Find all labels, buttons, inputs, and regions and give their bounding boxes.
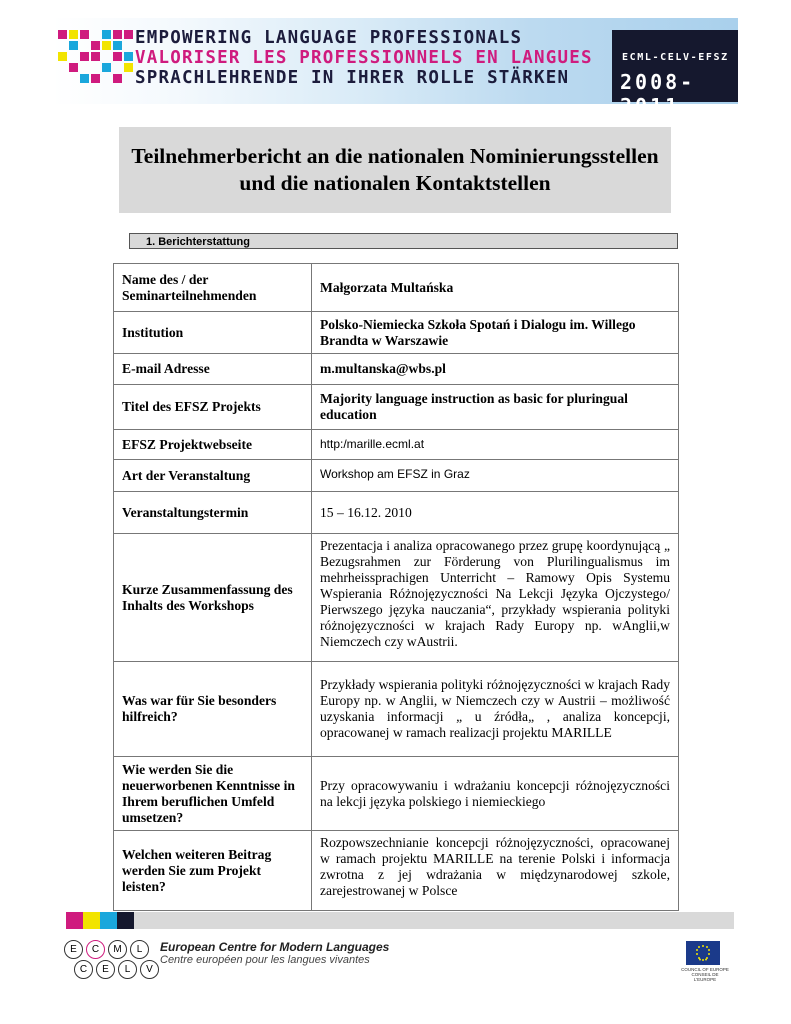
- row-value: Polsko-Niemiecka Szkoła Spotań i Dialogu im. Willego Brandta w Warszawie: [312, 312, 679, 354]
- row-label: Wie werden Sie die neuerworbenen Kenntnisse in Ihrem beruflichen Umfeld umsetzen?: [114, 757, 312, 831]
- ecml-logo: [64, 940, 160, 980]
- row-value: Przykłady wspierania polityki różnojęzyczności w krajach Rady Europy np. w Anglii, w Niemczech czy w Austrii – możliwość uzyskania informacji „ u źródła„ , analiza koncepcji, opracowanej w ramach realizacji projektu MARILLE: [312, 662, 679, 757]
- banner-program-box: [612, 30, 738, 118]
- banner-line-fr: VALORISER LES PROFESSIONNELS EN LANGUES: [135, 48, 593, 68]
- table-row: [114, 492, 679, 534]
- row-value: Majority language instruction as basic for pluringual education: [312, 385, 679, 430]
- row-label: E-mail Adresse: [114, 354, 312, 385]
- table-row: [114, 662, 679, 757]
- council-of-europe-caption: COUNCIL OF EUROPE CONSEIL DE L'EUROPE: [681, 967, 729, 982]
- row-label: Institution: [114, 312, 312, 354]
- table-row: [114, 534, 679, 662]
- logo-letter: C: [86, 940, 105, 959]
- table-row: [114, 460, 679, 492]
- banner-slogans: [135, 28, 593, 88]
- title-line-1: Teilnehmerbericht an die nationalen Nominierungsstellen: [131, 144, 659, 168]
- logo-letter: E: [96, 960, 115, 979]
- logo-letter: L: [118, 960, 137, 979]
- document-title-box: [119, 127, 671, 213]
- project-website-link[interactable]: http:/marille.ecml.at: [312, 430, 679, 460]
- ecml-name: [160, 940, 389, 966]
- row-value: Małgorzata Multańska: [312, 264, 679, 312]
- table-row: [114, 354, 679, 385]
- row-value: Przy opracowywaniu i wdrażaniu koncepcji różnojęzyczności na lekcji języka polskiego i niemieckiego: [312, 757, 679, 831]
- row-value: Rozpowszechnianie koncepcji różnojęzyczności, opracowanej w ramach projektu MARILLE na terenie Polski i informacja zwrotna z jej wdrażania w międzynarodowej szkole, zarejestrowanej w Polsce: [312, 831, 679, 911]
- document-title: [119, 127, 671, 197]
- row-label: Name des / der Seminarteilnehmenden: [114, 264, 312, 312]
- row-label: EFSZ Projektwebseite: [114, 430, 312, 460]
- row-label: Veranstaltungstermin: [114, 492, 312, 534]
- table-row: [114, 757, 679, 831]
- logo-letter: L: [130, 940, 149, 959]
- table-row: [114, 264, 679, 312]
- row-label: Was war für Sie besonders hilfreich?: [114, 662, 312, 757]
- logo-letter: E: [64, 940, 83, 959]
- banner-line-en: EMPOWERING LANGUAGE PROFESSIONALS: [135, 28, 523, 48]
- table-row: [114, 385, 679, 430]
- report-table: [113, 263, 679, 911]
- table-row: [114, 831, 679, 911]
- footer-color-bar: [66, 912, 734, 929]
- section-heading: 1. Berichterstattung: [129, 233, 678, 249]
- ecml-name-en: European Centre for Modern Languages: [160, 940, 390, 954]
- title-line-2: und die nationalen Kontaktstellen: [239, 171, 551, 195]
- row-value: Prezentacja i analiza opracowanego przez grupę koordynującą „ Bezugsrahmen zur Förderung von Plurilingualismus im mehrheissprachigen Unterricht – Ramowy Opis Systemu Wspierania Różnojęzyczności Na Lekcji Języka Ojczystego/ Pierwszego języka nauczania“, przykłady wspierania polityki różnojęzyczności w krajach Rady Europy np. wAnglii,w Niemczech czy wAustrii.: [312, 534, 679, 662]
- table-row: [114, 430, 679, 460]
- logo-letter: V: [140, 960, 159, 979]
- row-value: 15 – 16.12. 2010: [312, 492, 679, 534]
- table-row: [114, 312, 679, 354]
- logo-letter: M: [108, 940, 127, 959]
- logo-letter: C: [74, 960, 93, 979]
- row-label: Welchen weiteren Beitrag werden Sie zum Projekt leisten?: [114, 831, 312, 911]
- row-value: Workshop am EFSZ in Graz: [312, 460, 679, 492]
- row-value: m.multanska@wbs.pl: [312, 354, 679, 385]
- row-label: Titel des EFSZ Projekts: [114, 385, 312, 430]
- banner-line-de: SPRACHLEHRENDE IN IHRER ROLLE STÄRKEN: [135, 68, 570, 88]
- council-of-europe-flag-icon: [686, 941, 720, 965]
- row-label: Art der Veranstaltung: [114, 460, 312, 492]
- banner-years: 2008-2011: [620, 70, 696, 118]
- banner-acronyms: ECML-CELV-EFSZ: [622, 52, 729, 63]
- row-label: Kurze Zusammenfassung des Inhalts des Workshops: [114, 534, 312, 662]
- ecml-name-fr: Centre européen pour les langues vivantes: [160, 954, 370, 966]
